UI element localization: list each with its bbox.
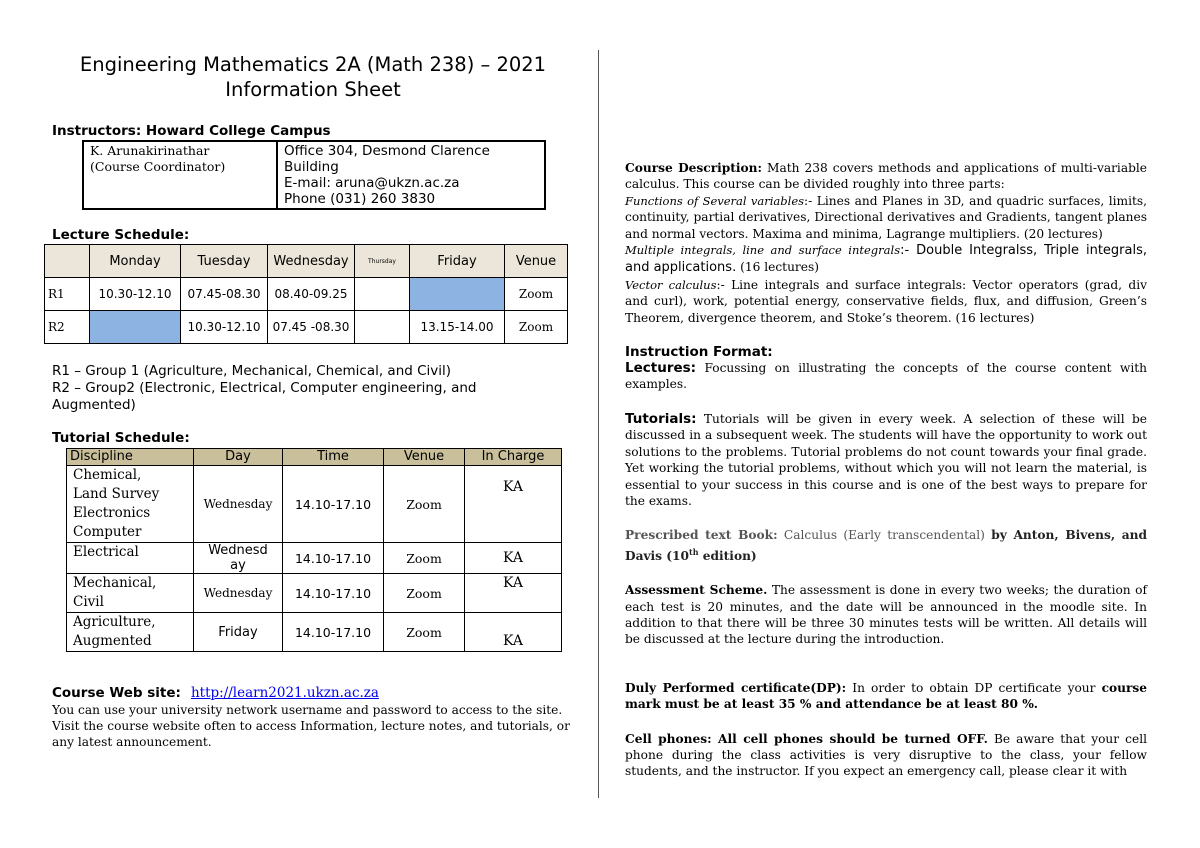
page-title bbox=[48, 52, 578, 102]
tutorial-header-time: Time bbox=[283, 449, 384, 466]
website-text: You can use your university network username and password to access to the site. Visit the course website often to access Information, lecture notes, and tutorials, or any latest announcement. bbox=[52, 703, 570, 749]
description-p1-title: Functions of Several variables bbox=[625, 193, 805, 208]
tutorial-venue: Zoom bbox=[384, 543, 465, 574]
textbook bbox=[625, 527, 1147, 564]
description-intro: Math 238 covers methods and applications of multi-variable calculus. This course can be divided roughly into three parts: bbox=[625, 161, 1147, 192]
description-p3-title: Vector calculus bbox=[625, 277, 717, 292]
description-p2-text: :- Double Integralss, Triple integrals, and applications. bbox=[625, 243, 1148, 276]
tutorial-row bbox=[67, 613, 562, 652]
lecture-r2-thu bbox=[355, 311, 410, 344]
title-line1: Engineering Mathematics 2A (Math 238) – 2021 bbox=[79, 53, 547, 76]
lecture-r2-tue: 10.30-12.10 bbox=[181, 311, 268, 344]
tutorial-heading: Tutorial Schedule: bbox=[52, 430, 190, 446]
tutorial-venue: Zoom bbox=[384, 613, 465, 652]
column-divider bbox=[598, 50, 599, 798]
website-label: Course Web site: bbox=[52, 685, 181, 701]
lecture-r2-wed: 07.45 -08.30 bbox=[268, 311, 355, 344]
textbook-title: Calculus (Early transcendental) bbox=[783, 528, 985, 543]
lecture-r2-venue: Zoom bbox=[505, 311, 568, 344]
lecture-header-row bbox=[45, 245, 568, 278]
lectures-text: Focussing on illustrating the concepts of the course content with examples. bbox=[625, 361, 1148, 392]
tutorial-discipline-line: Land Survey bbox=[73, 486, 160, 502]
lecture-r2-mon bbox=[90, 311, 181, 344]
description-p1-text: :- Lines and Planes in 3D, and quadric surfaces, limits, continuity, partial derivatives, Directional derivatives and Gradients, tangent planes and normal vectors. Maxima and minima, Lagrange multipliers. (20 lectures) bbox=[625, 193, 1148, 241]
tutorial-discipline-line: Chemical, bbox=[73, 467, 142, 483]
assessment-label: Assessment Scheme. bbox=[625, 583, 768, 598]
tutorial-discipline-line: Agriculture, bbox=[73, 614, 156, 630]
format-tutorials bbox=[625, 411, 1147, 509]
tutorial-discipline bbox=[67, 543, 194, 574]
dp-text: In order to obtain DP certificate your bbox=[852, 680, 1096, 695]
groups-info bbox=[52, 363, 476, 414]
instructor-building: Building bbox=[284, 159, 339, 175]
tutorial-table bbox=[66, 448, 562, 652]
tutorial-day: Wednesday bbox=[194, 466, 283, 543]
instructor-office: Office 304, Desmond Clarence bbox=[284, 143, 490, 159]
tutorial-charge: KA bbox=[465, 574, 562, 613]
tutorials-text: Tutorials will be given in every week. A selection of these will be discussed in a subsequent week. The students will have the opportunity to work out solutions to the problems. Tutorial problems do not count towards your final grade. Yet working the tutorial problems, without which you will not learn the material, is essential to your success in this course and is one of the best ways to prepare for the exams. bbox=[625, 411, 1147, 508]
course-description bbox=[625, 160, 1147, 326]
tutorial-discipline-line: Mechanical, bbox=[73, 575, 157, 591]
title-line2: Information Sheet bbox=[225, 78, 401, 101]
dp-label: Duly Performed certificate(DP): bbox=[625, 680, 847, 695]
website-link[interactable]: http://learn2021.ukzn.ac.za bbox=[190, 685, 379, 701]
instructors-heading: Instructors: Howard College Campus bbox=[52, 123, 331, 139]
description-p2-count: (16 lectures) bbox=[740, 260, 819, 275]
format-lectures bbox=[625, 360, 1147, 393]
lecture-table bbox=[44, 244, 568, 344]
tutorial-discipline-line: Electrical bbox=[73, 544, 139, 560]
textbook-sup: th bbox=[689, 546, 699, 557]
phones-label: Cell phones: All cell phones should be turned OFF. bbox=[625, 731, 988, 746]
lecture-r2-label: R2 bbox=[45, 311, 90, 344]
instructor-email: E-mail: aruna@ukzn.ac.za bbox=[284, 175, 460, 191]
description-label: Course Description: bbox=[625, 161, 763, 175]
right-column bbox=[625, 160, 1147, 780]
instructor-contact-cell bbox=[277, 141, 545, 209]
textbook-edition: edition) bbox=[698, 548, 757, 563]
tutorial-discipline-line: Computer bbox=[73, 524, 142, 540]
phones-section bbox=[625, 731, 1147, 780]
instructors-table bbox=[82, 140, 546, 210]
tutorial-row bbox=[67, 574, 562, 613]
tutorial-header-charge: In Charge bbox=[465, 449, 562, 466]
tutorial-discipline bbox=[67, 574, 194, 613]
instructor-phone: Phone (031) 260 3830 bbox=[284, 191, 436, 207]
lecture-header-tuesday: Tuesday bbox=[181, 245, 268, 278]
tutorial-charge: KA bbox=[465, 466, 562, 543]
lecture-header-friday: Friday bbox=[410, 245, 505, 278]
lecture-header-thursday: Thursday bbox=[355, 245, 410, 278]
lecture-row-r1 bbox=[45, 278, 568, 311]
textbook-authors: by Anton, Bivens, and Davis (10 bbox=[625, 528, 1148, 563]
group-r1: R1 – Group 1 (Agriculture, Mechanical, Chemical, and Civil) bbox=[52, 363, 452, 379]
assessment bbox=[625, 582, 1147, 648]
tutorial-discipline-line: Augmented bbox=[73, 633, 152, 649]
lecture-header-blank bbox=[45, 245, 90, 278]
tutorial-charge: KA bbox=[465, 543, 562, 574]
tutorial-discipline-line: Electronics bbox=[73, 505, 151, 521]
tutorial-header-venue: Venue bbox=[384, 449, 465, 466]
dp-section bbox=[625, 680, 1147, 713]
tutorial-row bbox=[67, 543, 562, 574]
lectures-label: Lectures: bbox=[625, 360, 697, 377]
tutorial-time: 14.10-17.10 bbox=[283, 574, 384, 613]
lecture-r1-fri bbox=[410, 278, 505, 311]
lecture-header-monday: Monday bbox=[90, 245, 181, 278]
lecture-r1-label: R1 bbox=[45, 278, 90, 311]
tutorial-day: Friday bbox=[194, 613, 283, 652]
tutorial-day: Wednesday bbox=[194, 543, 283, 574]
tutorial-time: 14.10-17.10 bbox=[283, 613, 384, 652]
lecture-r2-fri: 13.15-14.00 bbox=[410, 311, 505, 344]
lecture-heading: Lecture Schedule: bbox=[52, 227, 190, 243]
tutorial-day: Wednesday bbox=[194, 574, 283, 613]
lecture-header-wednesday: Wednesday bbox=[268, 245, 355, 278]
lecture-row-r2 bbox=[45, 311, 568, 344]
tutorial-header-day: Day bbox=[194, 449, 283, 466]
website-section bbox=[52, 684, 582, 750]
tutorial-header-discipline: Discipline bbox=[67, 449, 194, 466]
lecture-r1-thu bbox=[355, 278, 410, 311]
tutorial-time: 14.10-17.10 bbox=[283, 543, 384, 574]
textbook-label: Prescribed text Book: bbox=[625, 528, 778, 543]
tutorials-label: Tutorials: bbox=[625, 410, 697, 427]
assessment-text: The assessment is done in every two weeks; the duration of each test is 20 minutes, and the date will be announced in the moodle site. In addition to that there will be three 30 minutes tests will be written. All details will be discussed at the lecture during the introduction. bbox=[625, 583, 1147, 647]
group-r2-line2: Augmented) bbox=[52, 397, 136, 413]
lecture-r1-tue: 07.45-08.30 bbox=[181, 278, 268, 311]
description-p2-title: Multiple integrals, line and surface integrals bbox=[625, 243, 901, 258]
phones-text: Be aware that your cell phone during the class activities is very disruptive to the class, your fellow students, and the instructor. If you expect an emergency call, please clear it with bbox=[625, 731, 1147, 779]
tutorial-charge: KA bbox=[465, 613, 562, 652]
instructor-role: (Course Coordinator) bbox=[90, 159, 226, 174]
tutorial-discipline bbox=[67, 613, 194, 652]
tutorial-discipline-line: Civil bbox=[73, 594, 104, 610]
tutorial-header-row bbox=[67, 449, 562, 466]
instructor-name-cell bbox=[83, 141, 277, 209]
tutorial-venue: Zoom bbox=[384, 574, 465, 613]
instructor-name: K. Arunakirinathar bbox=[90, 143, 210, 158]
lecture-r1-mon: 10.30-12.10 bbox=[90, 278, 181, 311]
format-heading: Instruction Format: bbox=[625, 344, 773, 361]
lecture-r1-venue: Zoom bbox=[505, 278, 568, 311]
lecture-r1-wed: 08.40-09.25 bbox=[268, 278, 355, 311]
description-p3-text: :- Line integrals and surface integrals: Vector operators (grad, div and curl), work, potential energy, conservative fields, flux, and diffusion, Green’s Theorem, divergence theorem, and Stoke’s theorem. (16 lectures) bbox=[625, 277, 1147, 325]
tutorial-discipline bbox=[67, 466, 194, 543]
tutorial-time: 14.10-17.10 bbox=[283, 466, 384, 543]
tutorial-row bbox=[67, 466, 562, 543]
group-r2-line1: R2 – Group2 (Electronic, Electrical, Computer engineering, and bbox=[52, 380, 477, 396]
dp-bold: course mark must be at least 35 % and attendance be at least 80 %. bbox=[625, 680, 1148, 712]
lecture-header-venue: Venue bbox=[505, 245, 568, 278]
tutorial-venue: Zoom bbox=[384, 466, 465, 543]
